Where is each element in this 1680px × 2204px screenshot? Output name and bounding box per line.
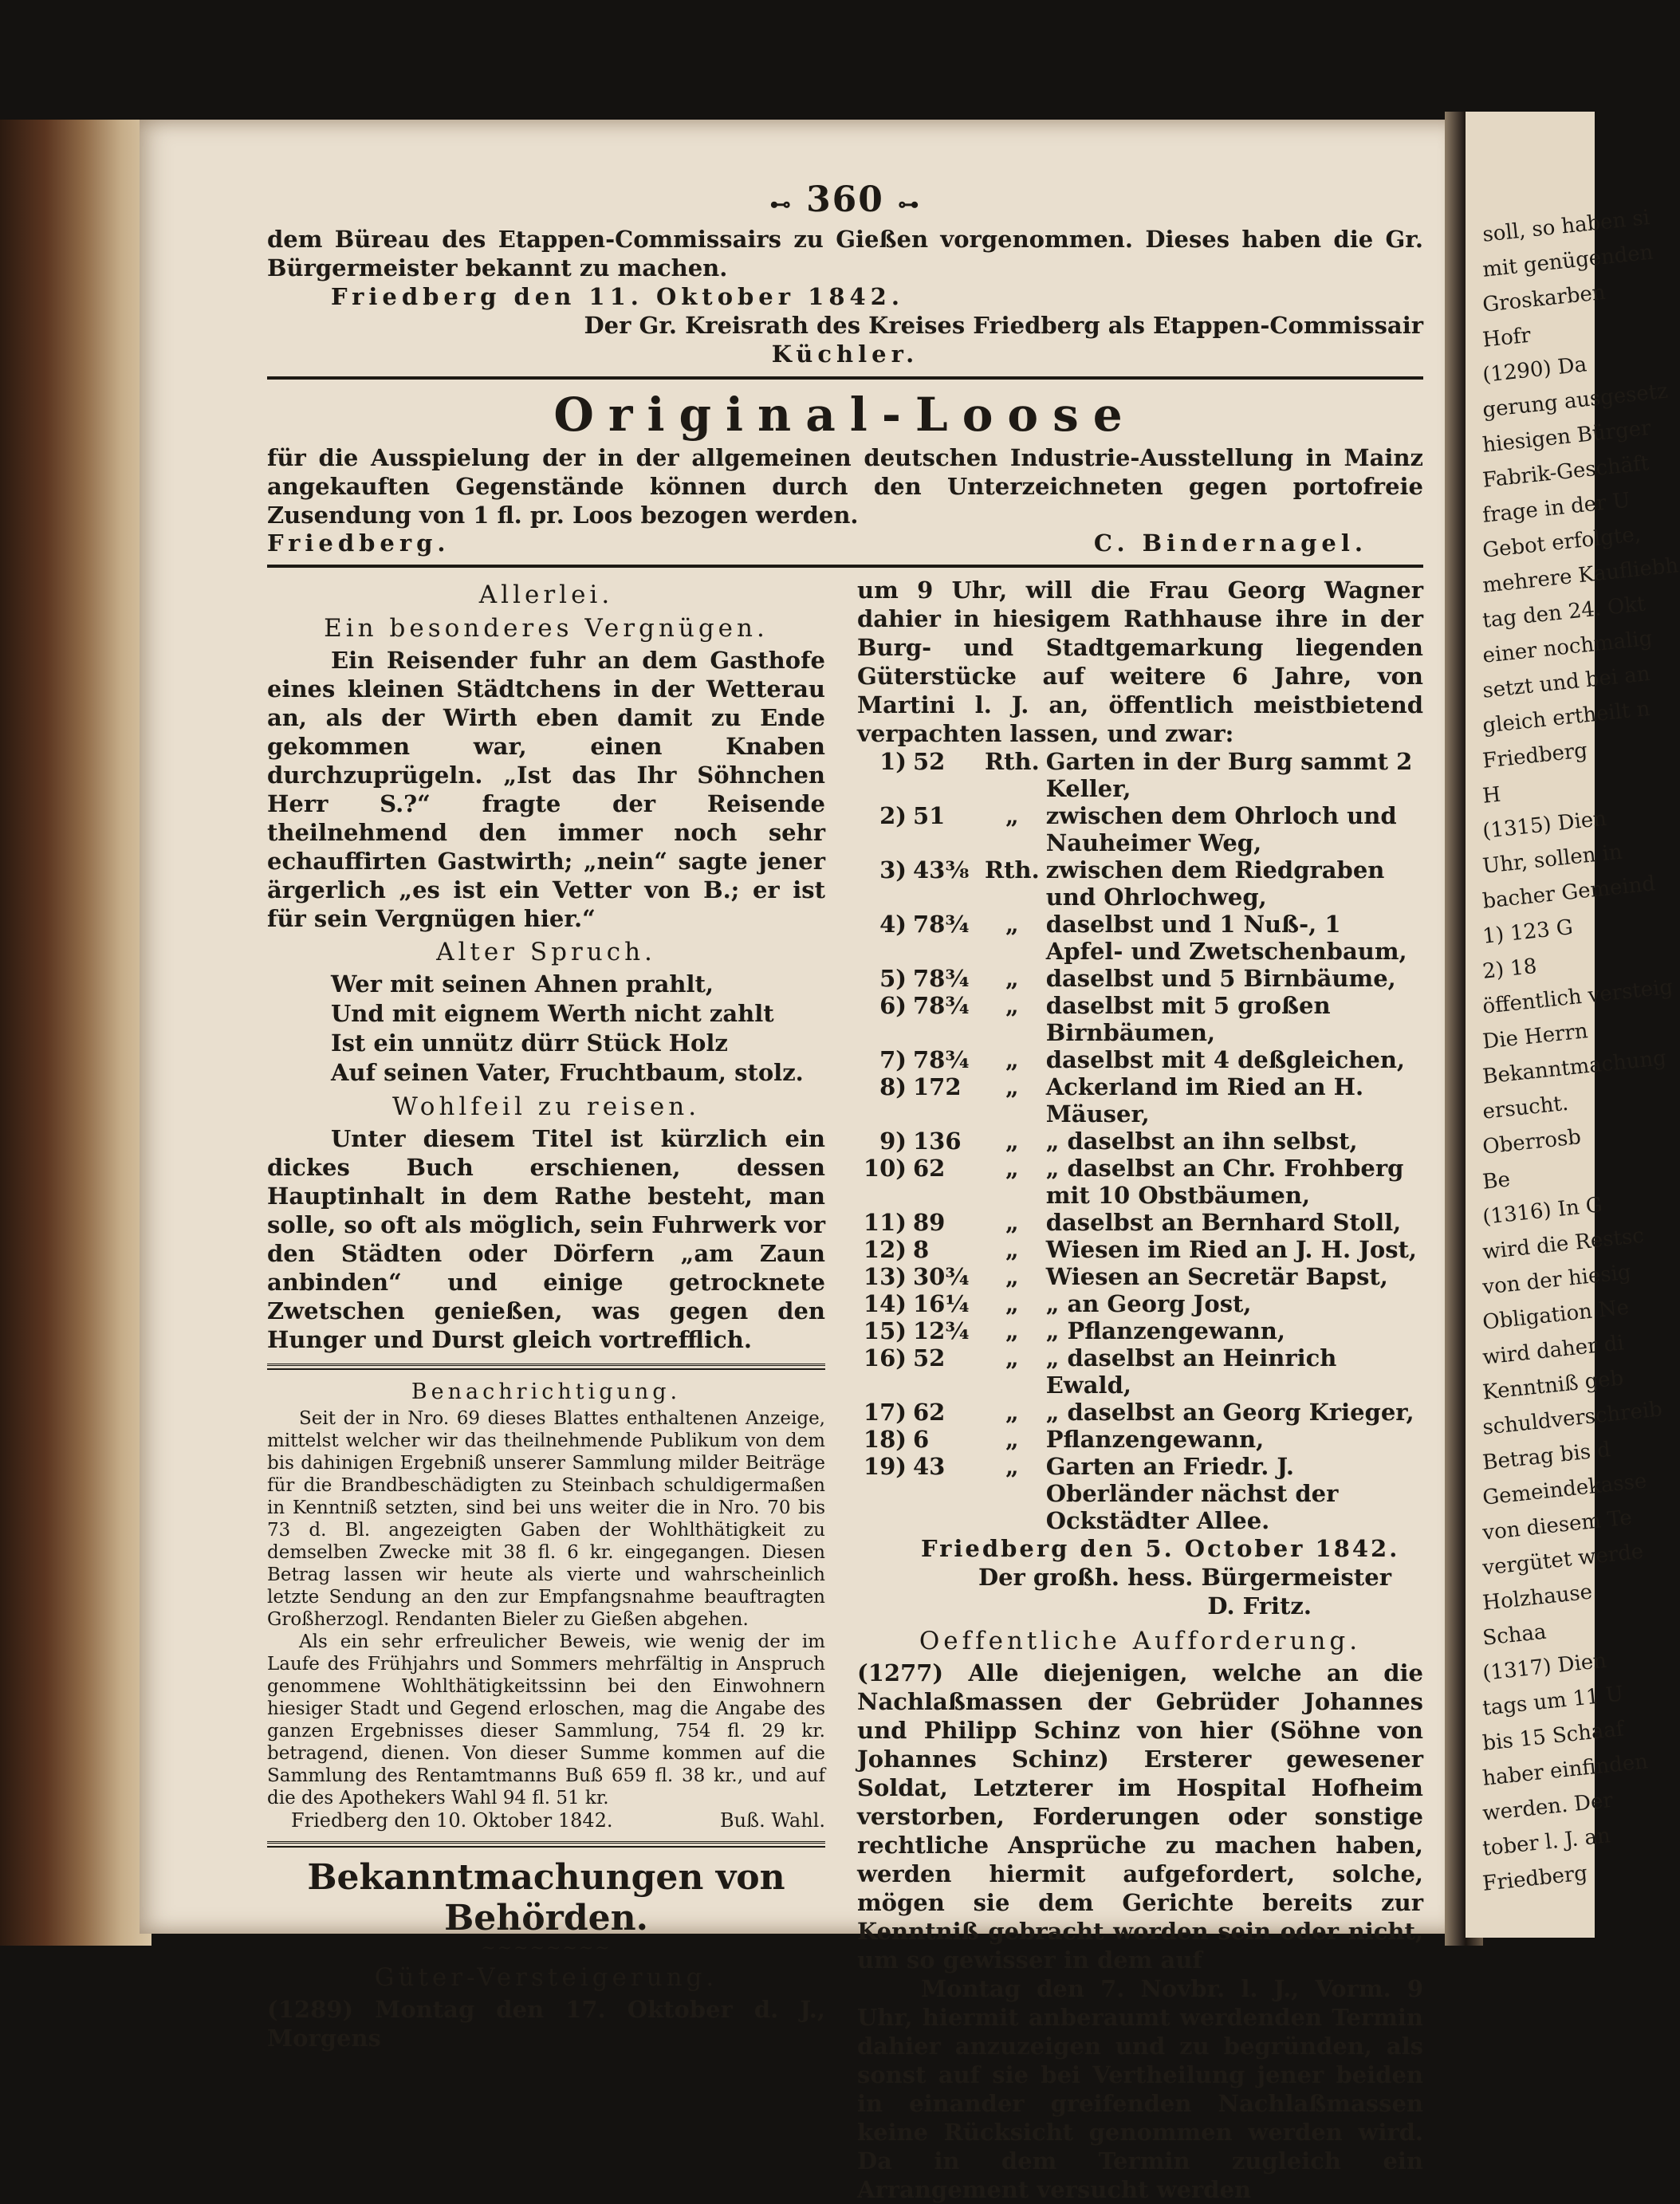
lot-description: daselbst und 1 Nuß-, 1 Apfel- und Zwetschenbaum, bbox=[1045, 911, 1407, 965]
book-edge bbox=[0, 120, 151, 1946]
next-page-line: frage in der U bbox=[1481, 488, 1631, 528]
next-page-line: (1317) Dien bbox=[1481, 1648, 1608, 1686]
lot-row bbox=[857, 1453, 1423, 1534]
lot-row bbox=[857, 1046, 1423, 1073]
lot-row bbox=[857, 1155, 1423, 1209]
lot-row bbox=[857, 1128, 1423, 1155]
next-page-line: Holzhause bbox=[1481, 1580, 1594, 1616]
next-page-line: wird die Restsc bbox=[1481, 1223, 1646, 1265]
lot-unit: „ bbox=[1005, 1073, 1019, 1100]
lot-description: daselbst und 5 Birnbäume, bbox=[1045, 965, 1396, 992]
lot-description: „ daselbst an ihn selbst, bbox=[1045, 1128, 1358, 1155]
page-content bbox=[267, 179, 1423, 2204]
lot-row bbox=[857, 1399, 1423, 1426]
lot-description: „ daselbst an Chr. Frohberg mit 10 Obstbäumen, bbox=[1045, 1155, 1404, 1209]
ornament-left-icon: ⊷ bbox=[769, 193, 793, 217]
lot-row bbox=[857, 802, 1423, 856]
loose-place: Friedberg. bbox=[267, 529, 450, 557]
lot-row bbox=[857, 856, 1423, 911]
next-page-line: tag den 24. Okt bbox=[1481, 592, 1647, 633]
next-page-line: gerung ausgesetz bbox=[1481, 379, 1670, 423]
lot-row bbox=[857, 1236, 1423, 1263]
loose-name: C. Bindernagel. bbox=[1093, 529, 1367, 557]
next-page-line: (1316) In G bbox=[1481, 1193, 1604, 1230]
lot-amount: 8 bbox=[913, 1236, 930, 1263]
left-column bbox=[267, 576, 825, 2204]
allerlei-heading: Allerlei. bbox=[478, 581, 614, 609]
next-page-line: öffentlich versteig bbox=[1481, 974, 1674, 1019]
lot-amount: 52 bbox=[913, 748, 946, 775]
lot-number: 3) bbox=[879, 856, 907, 884]
verse-line: Wer mit seinen Ahnen prahlt, bbox=[331, 970, 714, 998]
lot-description: „ daselbst an Heinrich Ewald, bbox=[1045, 1344, 1337, 1399]
next-page-line: Groskarben bbox=[1481, 280, 1607, 317]
lot-description: zwischen dem Riedgraben und Ohrlochweg, bbox=[1045, 856, 1385, 911]
next-page-line: Be bbox=[1481, 1167, 1512, 1194]
lot-unit: „ bbox=[1005, 1399, 1019, 1426]
lot-number: 9) bbox=[879, 1128, 907, 1155]
ornament-right-icon: ⊶ bbox=[898, 193, 921, 217]
next-page-line: hiesigen Bürger bbox=[1481, 415, 1652, 458]
verse-line: Ist ein unnütz dürr Stück Holz bbox=[331, 1029, 728, 1057]
next-page-line: Friedberg bbox=[1481, 1861, 1589, 1896]
next-page-line: Gebot erfolgte, bbox=[1481, 522, 1643, 563]
verse bbox=[267, 970, 825, 1088]
lot-unit: „ bbox=[1005, 1046, 1019, 1073]
benachrichtigung-text1: Seit der in Nro. 69 dieses Blattes enthaltenen Anzeige, mittelst welcher wir das theilnehmende Publikum von dem bis dahinigen Ergebniß unserer Sammlung milder Beiträge für die Brandbeschädigten zu Steinbach schuldigermaßen in Kenntniß setzten, sind bei uns weiter die in Nro. 70 bis 73 d. Bl. angezeigten Gaben der Wohlthätigkeit zu demselben Zwecke mit 38 fl. 6 kr. eingegangen. Diesen Betrag lassen wir heute als vierte und wahrscheinlich letzte Sendung an den zur Empfangsnahme beauftragten Großherzogl. Rendanten Bieler zu Gießen abgehen. bbox=[267, 1408, 825, 1630]
lot-row bbox=[857, 748, 1423, 802]
lot-unit: „ bbox=[1005, 1236, 1019, 1263]
next-page-line: Oberrosb bbox=[1481, 1125, 1583, 1159]
squiggle-ornament: ~~~~~~~~ bbox=[481, 1938, 612, 1958]
lot-number: 19) bbox=[863, 1453, 907, 1480]
lot-amount: 43 bbox=[913, 1453, 946, 1480]
lot-amount: 136 bbox=[913, 1128, 962, 1155]
next-page-line: Gemeindekasse bbox=[1481, 1469, 1648, 1510]
lot-unit: „ bbox=[1005, 1344, 1019, 1372]
header-signer-name: Küchler. bbox=[771, 340, 919, 368]
verse-line: Auf seinen Vater, Fruchtbaum, stolz. bbox=[331, 1059, 804, 1086]
lot-description: zwischen dem Ohrloch und Nauheimer Weg, bbox=[1045, 802, 1397, 856]
lot-row bbox=[857, 1426, 1423, 1453]
next-page-line: Obligation Ne bbox=[1481, 1295, 1631, 1335]
lot-row bbox=[857, 1209, 1423, 1236]
next-page-line: 1) 123 G bbox=[1481, 915, 1575, 949]
lot-description: Pflanzengewann, bbox=[1045, 1426, 1265, 1453]
next-page-line: 2) 18 bbox=[1481, 954, 1538, 984]
lot-number: 12) bbox=[863, 1236, 907, 1263]
next-page-line: Betrag bis d bbox=[1481, 1438, 1612, 1475]
next-page-line: setzt und bei an bbox=[1481, 661, 1651, 703]
lot-row bbox=[857, 965, 1423, 992]
lot-unit: „ bbox=[1005, 1209, 1019, 1236]
versteigerung-date: Friedberg den 5. October 1842. bbox=[921, 1535, 1400, 1562]
next-page-line: Fabrik-Geschäft bbox=[1481, 451, 1650, 493]
lot-unit: Rth. bbox=[985, 856, 1040, 884]
next-page-line: Schaa bbox=[1481, 1620, 1548, 1651]
lot-unit: „ bbox=[1005, 1290, 1019, 1317]
lot-row bbox=[857, 1263, 1423, 1290]
next-page-line: haber einfinden bbox=[1481, 1749, 1650, 1791]
lot-number: 15) bbox=[863, 1317, 907, 1344]
next-page-line: mehrere Kaufliebh bbox=[1481, 553, 1680, 598]
lot-row bbox=[857, 1317, 1423, 1344]
next-page-line: bis 15 Schaaf bbox=[1481, 1717, 1625, 1756]
lot-amount: 52 bbox=[913, 1344, 946, 1372]
lot-amount: 62 bbox=[913, 1155, 946, 1182]
two-columns bbox=[267, 576, 1423, 2204]
next-page-line: soll, so haben si bbox=[1481, 206, 1651, 247]
lot-description: Ackerland im Ried an H. Mäuser, bbox=[1045, 1073, 1364, 1128]
lot-unit: Rth. bbox=[985, 748, 1040, 775]
lot-amount: 30¾ bbox=[913, 1263, 970, 1290]
lot-number: 1) bbox=[879, 748, 907, 775]
divider-double bbox=[267, 1364, 825, 1370]
lot-row bbox=[857, 992, 1423, 1046]
lot-number: 11) bbox=[863, 1209, 907, 1236]
lot-amount: 78¾ bbox=[913, 965, 970, 992]
next-page-line: werden. Der bbox=[1481, 1788, 1615, 1826]
next-page-line: Uhr, sollen in bbox=[1481, 840, 1624, 879]
lot-amount: 51 bbox=[913, 802, 946, 829]
next-page-fragment bbox=[1466, 112, 1680, 1938]
aufforderung-text2: Montag den 7. Novbr. l. J., Vorm. 9 Uhr, hiermit anberaumt werdenden Termin dahier anzuzeigen und zu begründen, als sonst auf sie bei Vertheilung jener beiden in einander greifenden Nachlaßmassen keine Rücksicht genommen werden wird. Da in dem Termin zugleich ein Arrangement versucht werden bbox=[857, 1975, 1423, 2203]
benachrichtigung-heading: Benachrichtigung. bbox=[411, 1379, 682, 1404]
lot-number: 14) bbox=[863, 1290, 907, 1317]
lot-number: 5) bbox=[879, 965, 907, 992]
page-number: ⊷ 360 ⊶ bbox=[769, 179, 921, 220]
lot-description: Wiesen im Ried an J. H. Jost, bbox=[1045, 1236, 1418, 1263]
lot-number: 16) bbox=[863, 1344, 907, 1372]
benachrichtigung-signers: Buß. Wahl. bbox=[719, 1809, 825, 1832]
lot-number: 18) bbox=[863, 1426, 907, 1453]
next-page-line: (1315) Dien bbox=[1481, 806, 1608, 844]
lot-number: 17) bbox=[863, 1399, 907, 1426]
next-page-line: (1290) Da bbox=[1481, 352, 1588, 388]
next-page-line: Die Herrn bbox=[1481, 1019, 1589, 1054]
lot-unit: „ bbox=[1005, 1426, 1019, 1453]
next-page-line: von diesem Te bbox=[1481, 1505, 1634, 1545]
lot-row bbox=[857, 1344, 1423, 1399]
next-page-line: ersucht. bbox=[1481, 1091, 1570, 1124]
lot-unit: „ bbox=[1005, 1128, 1019, 1155]
benachrichtigung-date: Friedberg den 10. Oktober 1842. bbox=[291, 1809, 613, 1832]
lot-description: daselbst an Bernhard Stoll, bbox=[1045, 1209, 1402, 1236]
lot-amount: 6 bbox=[913, 1426, 930, 1453]
lot-description: daselbst mit 4 deßgleichen, bbox=[1045, 1046, 1406, 1073]
next-page-line: bacher Gemeind bbox=[1481, 872, 1657, 914]
benachrichtigung-signature bbox=[267, 1809, 825, 1832]
allerlei-sub1: Ein besonderes Vergnügen. bbox=[324, 614, 769, 643]
lot-number: 8) bbox=[879, 1073, 907, 1100]
lots-table bbox=[857, 748, 1423, 1534]
header-continued-text: dem Büreau des Etappen-Commissairs zu Gießen vorgenommen. Dieses haben die Gr. Bürgermeister bekannt zu machen. bbox=[267, 226, 1423, 281]
lot-number: 13) bbox=[863, 1263, 907, 1290]
next-page-line: gleich ertheilt n bbox=[1481, 696, 1651, 738]
lot-unit: „ bbox=[1005, 911, 1019, 938]
allerlei-text1: Ein Reisender fuhr an dem Gasthofe eines kleinen Städtchens in der Wetterau an, als der Wirth eben damit zu Ende gekommen war, einen Knaben durchzuprügeln. „Ist das Ihr Söhnchen Herr S.?“ fragte der Reisende theilnehmend den immer noch sehr echauffirten Gastwirth; „nein“ sagte jener ärgerlich „es ist ein Vetter von B.; er ist für sein Vergnügen hier.“ bbox=[267, 647, 825, 932]
right-column bbox=[857, 576, 1423, 2204]
next-page-line: wird daher di bbox=[1481, 1331, 1626, 1370]
lot-amount: 78¾ bbox=[913, 992, 970, 1019]
next-page-line: tags um 11 U bbox=[1481, 1682, 1625, 1721]
header-signer-title: Der Gr. Kreisrath des Kreises Friedberg als Etappen-Commissair bbox=[584, 312, 1423, 339]
lot-description: „ daselbst an Georg Krieger, bbox=[1045, 1399, 1414, 1426]
next-page-line: schuldverschreib bbox=[1481, 1397, 1664, 1440]
lot-amount: 43⅜ bbox=[913, 856, 970, 884]
lot-unit: „ bbox=[1005, 802, 1019, 829]
aufforderung-text: (1277) Alle diejenigen, welche an die Nachlaßmassen der Gebrüder Johannes und Philipp Schinz von hier (Söhne von Johannes Schinz) Ersterer gewesener Soldat, Letzterer im Hospital Hofheim verstorben, Forderungen oder sonstige rechtliche Ansprüche zu machen haben, werden hiermit aufgefordert, solche, mögen sie dem Gerichte bereits zur Kenntniß gebracht worden sein oder nicht, um so gewisser in dem auf bbox=[857, 1659, 1423, 1974]
verse-line: Und mit eignem Werth nicht zahlt bbox=[331, 1000, 774, 1027]
lot-description: „ an Georg Jost, bbox=[1045, 1290, 1252, 1317]
versteigerung-start: (1289) Montag den 17. Oktober d. J., Morgens bbox=[267, 1996, 825, 2052]
divider bbox=[267, 565, 1423, 568]
lot-description: Garten an Friedr. J. Oberländer nächst der Ockstädter Allee. bbox=[1045, 1453, 1339, 1534]
lot-number: 6) bbox=[879, 992, 907, 1019]
lot-amount: 172 bbox=[913, 1073, 962, 1100]
lot-amount: 62 bbox=[913, 1399, 946, 1426]
next-page-line: Hofr bbox=[1481, 323, 1532, 352]
lot-unit: „ bbox=[1005, 1263, 1019, 1290]
divider-double bbox=[267, 1841, 825, 1848]
lot-unit: „ bbox=[1005, 1453, 1019, 1480]
versteigerung-heading: Güter-Versteigerung. bbox=[374, 1963, 718, 1992]
lot-row bbox=[857, 1290, 1423, 1317]
lot-row bbox=[857, 1073, 1423, 1128]
lot-unit: „ bbox=[1005, 965, 1019, 992]
lot-description: Wiesen an Secretär Bapst, bbox=[1045, 1263, 1388, 1290]
next-page-line: tober l. J. an bbox=[1481, 1824, 1612, 1861]
lot-amount: 78¾ bbox=[913, 1046, 970, 1073]
loose-text: für die Ausspielung der in der allgemeinen deutschen Industrie-Ausstellung in Mainz angekauften Gegenstände können durch den Unterzeichneten gegen portofreie Zusendung von 1 fl. pr. Loos bezogen werden. bbox=[267, 444, 1423, 529]
next-page-line: H bbox=[1481, 782, 1502, 809]
lot-number: 7) bbox=[879, 1046, 907, 1073]
allerlei-sub3: Wohlfeil zu reisen. bbox=[391, 1092, 701, 1121]
versteigerung-name: D. Fritz. bbox=[1207, 1592, 1312, 1620]
versteigerung-title: Der großh. hess. Bürgermeister bbox=[978, 1564, 1391, 1591]
next-page-line: vergütet werde bbox=[1481, 1539, 1645, 1580]
aufforderung-heading: Oeffentliche Aufforderung. bbox=[919, 1627, 1362, 1655]
lot-amount: 89 bbox=[913, 1209, 946, 1236]
lot-amount: 78¾ bbox=[913, 911, 970, 938]
lot-number: 2) bbox=[879, 802, 907, 829]
lot-amount: 16¼ bbox=[913, 1290, 970, 1317]
benachrichtigung-text2: Als ein sehr erfreulicher Beweis, wie wenig der im Laufe des Frühjahrs und Sommers mehrfältig in Anspruch genommene Wohlthätigkeitssinn bei den Einwohnern hiesiger Stadt und Gegend erloschen, mag die Angabe des ganzen Ergebnisses dieser Sammlung, 754 fl. 29 kr. betragend, dienen. Von dieser Summe kommen auf die Sammlung des Rentamtmanns Buß 659 fl. 38 kr., und auf die des Apothekers Wahl 94 fl. 51 kr. bbox=[267, 1631, 825, 1808]
lot-number: 4) bbox=[879, 911, 907, 938]
lot-amount: 12¾ bbox=[913, 1317, 970, 1344]
lot-unit: „ bbox=[1005, 1317, 1019, 1344]
next-page-line: von der hiesig bbox=[1481, 1260, 1632, 1300]
lot-unit: „ bbox=[1005, 1155, 1019, 1182]
versteigerung-cont: um 9 Uhr, will die Frau Georg Wagner dahier in hiesigem Rathhause ihre in der Burg- und Stadtgemarkung liegenden Güterstücke auf weitere 6 Jahre, von Martini l. J. an, öffentlich meistbietend verpachten lassen, und zwar: bbox=[857, 577, 1423, 747]
allerlei-text3: Unter diesem Titel ist kürzlich ein dickes Buch erschienen, dessen Hauptinhalt in dem Rathe besteht, man solle, so oft als möglich, sein Fuhrwerk vor den Städten oder Dörfern „am Zaun anbinden“ und einige getrocknete Zwetschen genießen, was gegen den Hunger und Durst gleich vortrefflich. bbox=[267, 1125, 825, 1353]
loose-title: Original-Loose bbox=[553, 388, 1137, 442]
next-page-line: mit genügenden bbox=[1481, 240, 1654, 282]
header-date-line: Friedberg den 11. Oktober 1842. bbox=[331, 283, 904, 310]
lot-description: Garten in der Burg sammt 2 Keller, bbox=[1045, 748, 1413, 802]
loose-signature bbox=[267, 529, 1423, 557]
lot-unit: „ bbox=[1005, 992, 1019, 1019]
lot-row bbox=[857, 911, 1423, 965]
bekanntmachungen-heading: Bekanntmachungen von Behörden. bbox=[307, 1857, 785, 1938]
lot-description: „ Pflanzengewann, bbox=[1045, 1317, 1285, 1344]
next-page-line: Bekanntmachung bbox=[1481, 1045, 1668, 1089]
lot-number: 10) bbox=[863, 1155, 907, 1182]
lot-description: daselbst mit 5 großen Birnbäumen, bbox=[1045, 992, 1331, 1046]
next-page-line: einer nochmalig bbox=[1481, 626, 1654, 668]
divider bbox=[267, 376, 1423, 380]
allerlei-sub2: Alter Spruch. bbox=[436, 938, 656, 966]
next-page-line: Friedberg bbox=[1481, 738, 1589, 773]
next-page-line: Kenntniß geb bbox=[1481, 1366, 1625, 1405]
